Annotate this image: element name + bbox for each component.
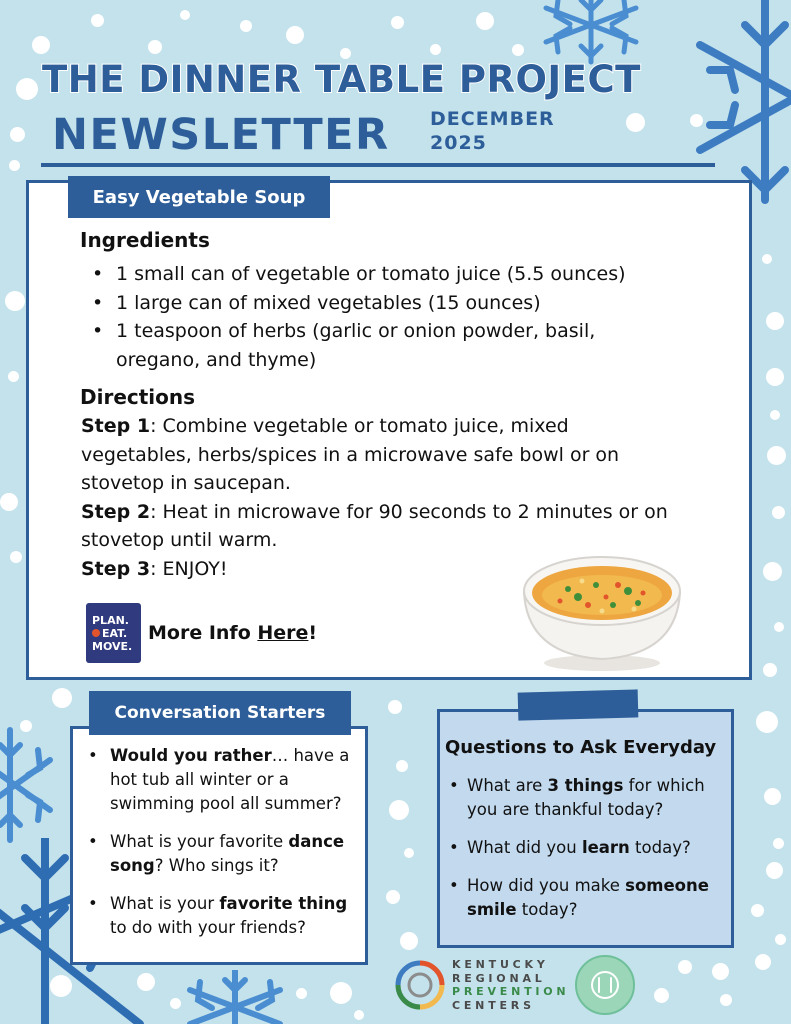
newsletter-title: THE DINNER TABLE PROJECT	[42, 58, 641, 101]
snowflake-icon	[536, 0, 646, 66]
directions-heading: Directions	[80, 385, 196, 409]
plan-eat-move-logo[interactable]: PLAN. EAT. MOVE.	[86, 603, 141, 663]
header-divider	[41, 163, 715, 167]
step-1: Step 1: Combine vegetable or tomato juice, mixed vegetables, herbs/spices in a microwave safe bowl or on stovetop in saucepan.	[81, 415, 620, 494]
krpc-logo-text: KENTUCKY REGIONAL PREVENTION CENTERS	[452, 958, 570, 1012]
list-item: • What are 3 things for which you are thankful today?	[449, 774, 719, 822]
list-item: • Would you rather… have a hot tub all winter or a swimming pool all summer?	[88, 744, 363, 816]
conversation-starters-tab: Conversation Starters	[89, 691, 351, 735]
ingredients-list	[92, 260, 682, 374]
conversation-list	[88, 744, 363, 954]
list-item: • 1 small can of vegetable or tomato juice (5.5 ounces)	[92, 260, 682, 289]
list-item: • What did you learn today?	[449, 836, 719, 860]
newsletter-subtitle: NEWSLETTER	[52, 110, 390, 160]
more-info-link[interactable]: Here	[257, 622, 309, 644]
snowflake-icon	[180, 970, 290, 1024]
snowflake-icon	[690, 0, 791, 210]
more-info-text: More Info Here!	[148, 622, 318, 644]
soup-bowl-icon	[518, 545, 686, 675]
issue-year: 2025	[430, 132, 487, 154]
recipe-title-tab: Easy Vegetable Soup	[68, 176, 330, 218]
questions-title: Questions to Ask Everyday	[445, 737, 717, 758]
step-3: Step 3: ENJOY!	[81, 557, 228, 580]
ingredients-heading: Ingredients	[80, 228, 210, 252]
tape-decoration	[518, 689, 639, 720]
krpc-logo-icon	[393, 958, 447, 1012]
list-item: • What is your favorite thing to do with your friends?	[88, 892, 363, 940]
list-item: • 1 teaspoon of herbs (garlic or onion powder, basil, oregano, and thyme)	[92, 317, 682, 374]
list-item: • How did you make someone smile today?	[449, 874, 719, 922]
questions-list	[449, 774, 719, 936]
list-item: • What is your favorite dance song? Who sings it?	[88, 830, 363, 878]
issue-month: DECEMBER	[430, 108, 555, 130]
dinner-table-project-logo	[574, 954, 636, 1016]
step-2: Step 2: Heat in microwave for 90 seconds to 2 minutes or on stovetop until warm.	[81, 500, 668, 551]
list-item: • 1 large can of mixed vegetables (15 ounces)	[92, 289, 682, 318]
snowflake-icon	[0, 720, 60, 850]
